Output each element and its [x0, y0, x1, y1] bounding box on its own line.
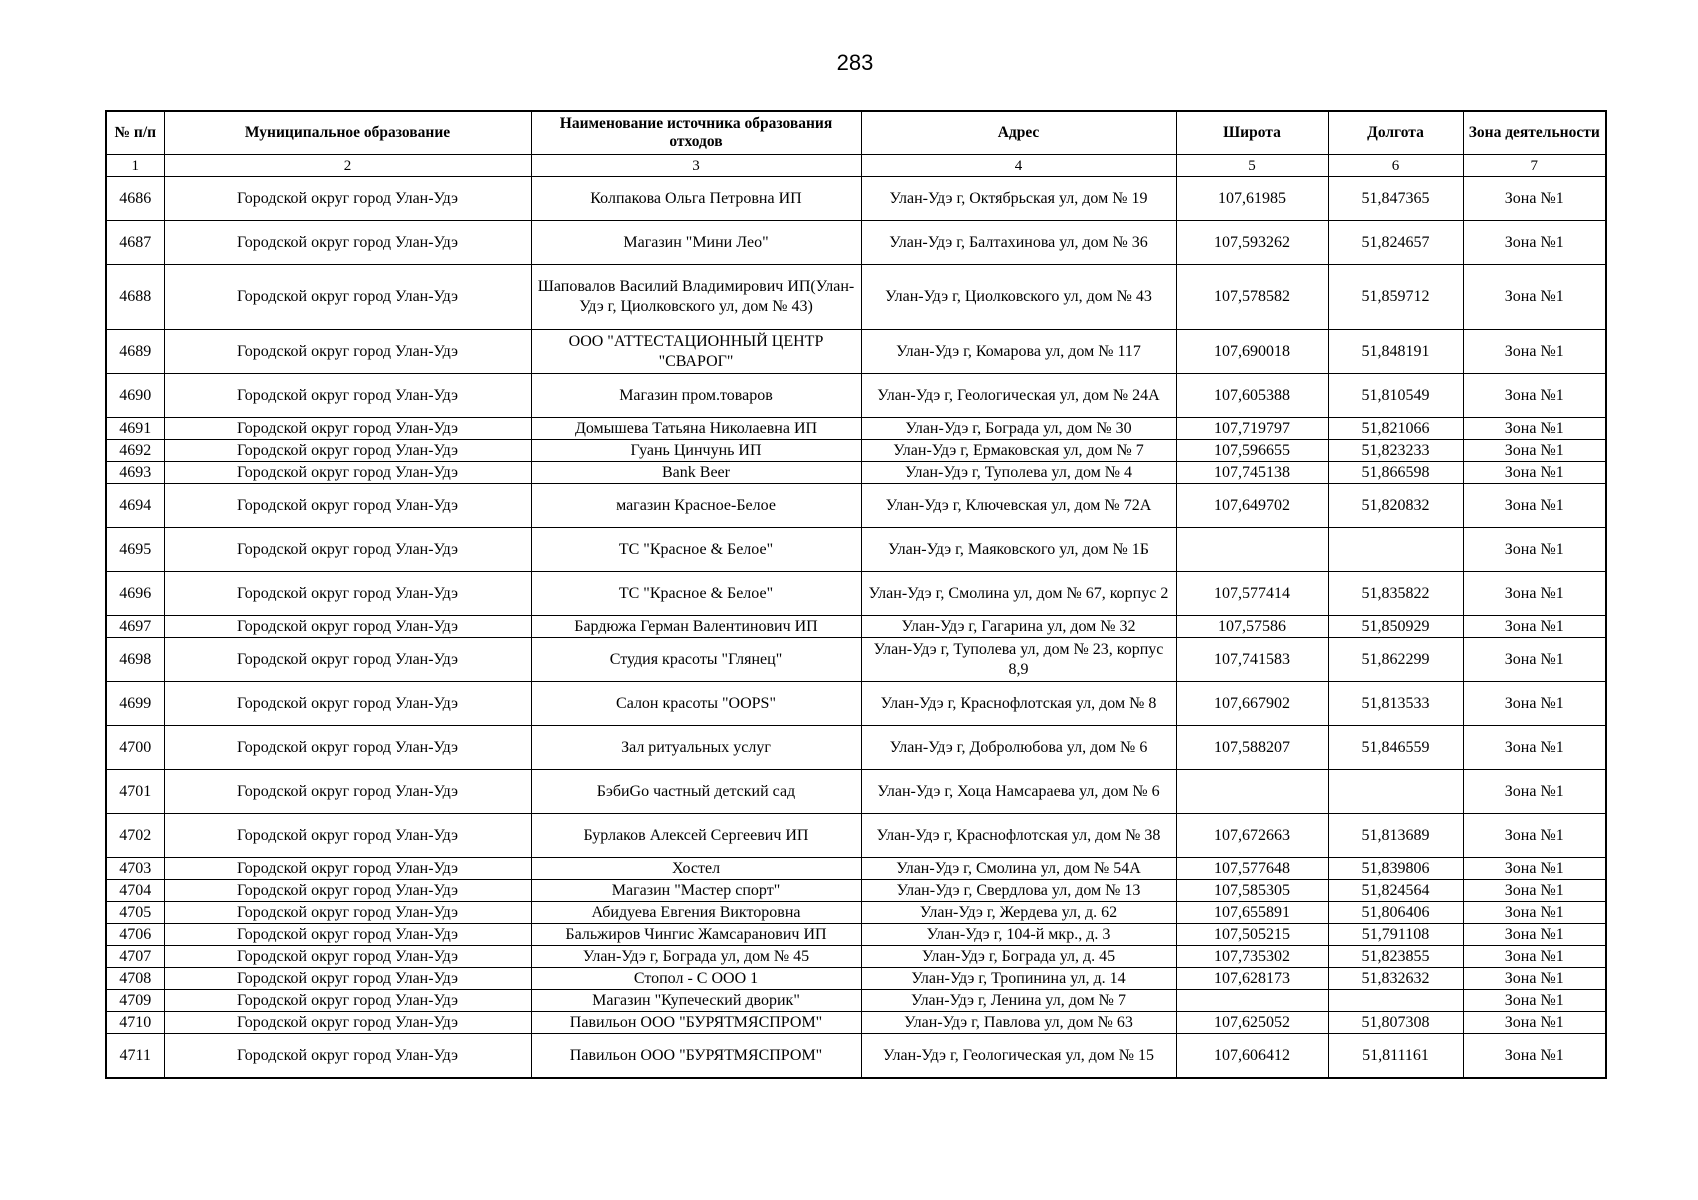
zone-cell: Зона №1: [1463, 770, 1606, 814]
address-cell: Улан-Удэ г, Ключевская ул, дом № 72А: [861, 484, 1176, 528]
latitude-cell: 107,628173: [1176, 968, 1328, 990]
latitude-cell: 107,735302: [1176, 946, 1328, 968]
table-row: [106, 814, 1606, 858]
source-name-cell: магазин Красное-Белое: [531, 484, 861, 528]
latitude-cell: 107,57586: [1176, 616, 1328, 638]
table-row: [106, 1034, 1606, 1079]
latitude-cell: [1176, 528, 1328, 572]
table-row: [106, 770, 1606, 814]
row-number-cell: 4702: [106, 814, 164, 858]
table-row: [106, 924, 1606, 946]
address-cell: Улан-Удэ г, Маяковского ул, дом № 1Б: [861, 528, 1176, 572]
zone-cell: Зона №1: [1463, 638, 1606, 682]
zone-cell: Зона №1: [1463, 572, 1606, 616]
column-number-cell: 3: [531, 155, 861, 177]
row-number-cell: 4701: [106, 770, 164, 814]
municipality-cell: Городской округ город Улан-Удэ: [164, 572, 531, 616]
municipality-cell: Городской округ город Улан-Удэ: [164, 814, 531, 858]
latitude-cell: 107,667902: [1176, 682, 1328, 726]
address-cell: Улан-Удэ г, 104-й мкр., д. 3: [861, 924, 1176, 946]
municipality-cell: Городской округ город Улан-Удэ: [164, 265, 531, 330]
longitude-cell: 51,807308: [1328, 1012, 1463, 1034]
longitude-cell: 51,848191: [1328, 330, 1463, 374]
latitude-cell: 107,741583: [1176, 638, 1328, 682]
row-number-cell: 4711: [106, 1034, 164, 1079]
address-cell: Улан-Удэ г, Смолина ул, дом № 67, корпус 2: [861, 572, 1176, 616]
address-cell: Улан-Удэ г, Комарова ул, дом № 117: [861, 330, 1176, 374]
row-number-cell: 4698: [106, 638, 164, 682]
row-number-cell: 4689: [106, 330, 164, 374]
table-row: [106, 946, 1606, 968]
table-body: [106, 177, 1606, 1079]
latitude-cell: 107,578582: [1176, 265, 1328, 330]
source-name-cell: Зал ритуальных услуг: [531, 726, 861, 770]
source-name-cell: Гуань Цинчунь ИП: [531, 440, 861, 462]
row-number-cell: 4692: [106, 440, 164, 462]
header-row: [106, 111, 1606, 155]
municipality-cell: Городской округ город Улан-Удэ: [164, 440, 531, 462]
source-name-cell: Магазин "Купеческий дворик": [531, 990, 861, 1012]
municipality-cell: Городской округ город Улан-Удэ: [164, 946, 531, 968]
source-name-cell: Шаповалов Василий Владимирович ИП(Улан-Удэ г, Циолковского ул, дом № 43): [531, 265, 861, 330]
row-number-cell: 4706: [106, 924, 164, 946]
row-number-cell: 4694: [106, 484, 164, 528]
municipality-cell: Городской округ город Улан-Удэ: [164, 880, 531, 902]
row-number-cell: 4693: [106, 462, 164, 484]
table-row: [106, 682, 1606, 726]
longitude-cell: 51,821066: [1328, 418, 1463, 440]
address-cell: Улан-Удэ г, Туполева ул, дом № 23, корпус 8,9: [861, 638, 1176, 682]
municipality-cell: Городской округ город Улан-Удэ: [164, 1034, 531, 1079]
column-number-row: [106, 155, 1606, 177]
longitude-cell: 51,839806: [1328, 858, 1463, 880]
source-name-cell: Bank Beer: [531, 462, 861, 484]
table-row: [106, 462, 1606, 484]
source-name-cell: Павильон ООО "БУРЯТМЯСПРОМ": [531, 1012, 861, 1034]
zone-cell: Зона №1: [1463, 726, 1606, 770]
address-cell: Улан-Удэ г, Бограда ул, дом № 30: [861, 418, 1176, 440]
address-cell: Улан-Удэ г, Геологическая ул, дом № 15: [861, 1034, 1176, 1079]
address-cell: Улан-Удэ г, Ермаковская ул, дом № 7: [861, 440, 1176, 462]
table-row: [106, 990, 1606, 1012]
zone-cell: Зона №1: [1463, 221, 1606, 265]
municipality-cell: Городской округ город Улан-Удэ: [164, 330, 531, 374]
table-row: [106, 880, 1606, 902]
address-cell: Улан-Удэ г, Павлова ул, дом № 63: [861, 1012, 1176, 1034]
source-name-cell: Бальжиров Чингис Жамсаранович ИП: [531, 924, 861, 946]
longitude-cell: 51,820832: [1328, 484, 1463, 528]
latitude-cell: 107,605388: [1176, 374, 1328, 418]
longitude-cell: 51,806406: [1328, 902, 1463, 924]
zone-cell: Зона №1: [1463, 177, 1606, 221]
row-number-cell: 4705: [106, 902, 164, 924]
zone-cell: Зона №1: [1463, 880, 1606, 902]
waste-sources-table: [105, 110, 1607, 1079]
municipality-cell: Городской округ город Улан-Удэ: [164, 726, 531, 770]
latitude-cell: 107,577414: [1176, 572, 1328, 616]
address-cell: Улан-Удэ г, Гагарина ул, дом № 32: [861, 616, 1176, 638]
source-name-cell: Домышева Татьяна Николаевна ИП: [531, 418, 861, 440]
row-number-cell: 4688: [106, 265, 164, 330]
row-number-cell: 4709: [106, 990, 164, 1012]
longitude-cell: 51,859712: [1328, 265, 1463, 330]
page-number: 283: [836, 50, 874, 75]
source-name-cell: Улан-Удэ г, Бограда ул, дом № 45: [531, 946, 861, 968]
table-row: [106, 858, 1606, 880]
latitude-cell: 107,625052: [1176, 1012, 1328, 1034]
row-number-cell: 4707: [106, 946, 164, 968]
row-number-cell: 4696: [106, 572, 164, 616]
table-row: [106, 572, 1606, 616]
longitude-cell: [1328, 990, 1463, 1012]
row-number-cell: 4710: [106, 1012, 164, 1034]
row-number-cell: 4704: [106, 880, 164, 902]
address-cell: Улан-Удэ г, Октябрьская ул, дом № 19: [861, 177, 1176, 221]
column-number-cell: 6: [1328, 155, 1463, 177]
municipality-cell: Городской округ город Улан-Удэ: [164, 374, 531, 418]
municipality-cell: Городской округ город Улан-Удэ: [164, 418, 531, 440]
municipality-cell: Городской округ город Улан-Удэ: [164, 902, 531, 924]
row-number-cell: 4708: [106, 968, 164, 990]
longitude-cell: 51,850929: [1328, 616, 1463, 638]
latitude-cell: [1176, 990, 1328, 1012]
address-cell: Улан-Удэ г, Хоца Намсараева ул, дом № 6: [861, 770, 1176, 814]
source-name-cell: Абидуева Евгения Викторовна: [531, 902, 861, 924]
source-name-cell: ТС "Красное & Белое": [531, 572, 861, 616]
row-number-cell: 4703: [106, 858, 164, 880]
longitude-cell: 51,823855: [1328, 946, 1463, 968]
table-row: [106, 330, 1606, 374]
zone-cell: Зона №1: [1463, 968, 1606, 990]
table-row: [106, 726, 1606, 770]
latitude-cell: 107,505215: [1176, 924, 1328, 946]
source-name-cell: Бурлаков Алексей Сергеевич ИП: [531, 814, 861, 858]
longitude-cell: 51,791108: [1328, 924, 1463, 946]
source-name-cell: ООО "АТТЕСТАЦИОННЫЙ ЦЕНТР "СВАРОГ": [531, 330, 861, 374]
row-number-cell: 4695: [106, 528, 164, 572]
zone-cell: Зона №1: [1463, 814, 1606, 858]
source-name-cell: БэбиGo частный детский сад: [531, 770, 861, 814]
source-name-cell: Хостел: [531, 858, 861, 880]
latitude-cell: 107,577648: [1176, 858, 1328, 880]
header-cell: № п/п: [106, 111, 164, 155]
address-cell: Улан-Удэ г, Свердлова ул, дом № 13: [861, 880, 1176, 902]
municipality-cell: Городской округ город Улан-Удэ: [164, 638, 531, 682]
address-cell: Улан-Удэ г, Смолина ул, дом № 54А: [861, 858, 1176, 880]
source-name-cell: Стопол - С ООО 1: [531, 968, 861, 990]
header-cell: Наименование источника образования отходов: [531, 111, 861, 155]
longitude-cell: 51,823233: [1328, 440, 1463, 462]
municipality-cell: Городской округ город Улан-Удэ: [164, 682, 531, 726]
header-cell: Зона деятельности: [1463, 111, 1606, 155]
header-cell: Муниципальное образование: [164, 111, 531, 155]
table-row: [106, 374, 1606, 418]
address-cell: Улан-Удэ г, Жердева ул, д. 62: [861, 902, 1176, 924]
latitude-cell: 107,588207: [1176, 726, 1328, 770]
latitude-cell: 107,672663: [1176, 814, 1328, 858]
latitude-cell: 107,745138: [1176, 462, 1328, 484]
row-number-cell: 4690: [106, 374, 164, 418]
column-number-cell: 1: [106, 155, 164, 177]
latitude-cell: 107,606412: [1176, 1034, 1328, 1079]
latitude-cell: 107,649702: [1176, 484, 1328, 528]
municipality-cell: Городской округ город Улан-Удэ: [164, 968, 531, 990]
table-row: [106, 440, 1606, 462]
address-cell: Улан-Удэ г, Туполева ул, дом № 4: [861, 462, 1176, 484]
table-row: [106, 616, 1606, 638]
zone-cell: Зона №1: [1463, 902, 1606, 924]
zone-cell: Зона №1: [1463, 1012, 1606, 1034]
latitude-cell: 107,719797: [1176, 418, 1328, 440]
municipality-cell: Городской округ город Улан-Удэ: [164, 770, 531, 814]
table-row: [106, 528, 1606, 572]
address-cell: Улан-Удэ г, Циолковского ул, дом № 43: [861, 265, 1176, 330]
zone-cell: Зона №1: [1463, 440, 1606, 462]
source-name-cell: Бардюжа Герман Валентинович ИП: [531, 616, 861, 638]
source-name-cell: Колпакова Ольга Петровна ИП: [531, 177, 861, 221]
header-cell: Долгота: [1328, 111, 1463, 155]
address-cell: Улан-Удэ г, Краснофлотская ул, дом № 8: [861, 682, 1176, 726]
address-cell: Улан-Удэ г, Тропинина ул, д. 14: [861, 968, 1176, 990]
zone-cell: Зона №1: [1463, 265, 1606, 330]
column-number-cell: 5: [1176, 155, 1328, 177]
source-name-cell: Салон красоты "OOPS": [531, 682, 861, 726]
latitude-cell: 107,61985: [1176, 177, 1328, 221]
longitude-cell: 51,862299: [1328, 638, 1463, 682]
latitude-cell: 107,593262: [1176, 221, 1328, 265]
latitude-cell: 107,585305: [1176, 880, 1328, 902]
column-number-cell: 4: [861, 155, 1176, 177]
table-row: [106, 1012, 1606, 1034]
municipality-cell: Городской округ город Улан-Удэ: [164, 924, 531, 946]
latitude-cell: 107,655891: [1176, 902, 1328, 924]
table-row: [106, 177, 1606, 221]
row-number-cell: 4699: [106, 682, 164, 726]
table-row: [106, 221, 1606, 265]
municipality-cell: Городской округ город Улан-Удэ: [164, 221, 531, 265]
zone-cell: Зона №1: [1463, 990, 1606, 1012]
longitude-cell: 51,832632: [1328, 968, 1463, 990]
zone-cell: Зона №1: [1463, 1034, 1606, 1079]
source-name-cell: Магазин "Мастер спорт": [531, 880, 861, 902]
column-number-cell: 7: [1463, 155, 1606, 177]
longitude-cell: 51,810549: [1328, 374, 1463, 418]
latitude-cell: [1176, 770, 1328, 814]
row-number-cell: 4697: [106, 616, 164, 638]
zone-cell: Зона №1: [1463, 484, 1606, 528]
zone-cell: Зона №1: [1463, 418, 1606, 440]
table-row: [106, 265, 1606, 330]
municipality-cell: Городской округ город Улан-Удэ: [164, 528, 531, 572]
longitude-cell: 51,824657: [1328, 221, 1463, 265]
zone-cell: Зона №1: [1463, 946, 1606, 968]
row-number-cell: 4686: [106, 177, 164, 221]
longitude-cell: 51,846559: [1328, 726, 1463, 770]
source-name-cell: Магазин пром.товаров: [531, 374, 861, 418]
zone-cell: Зона №1: [1463, 528, 1606, 572]
table-row: [106, 902, 1606, 924]
table-row: [106, 638, 1606, 682]
header-cell: Широта: [1176, 111, 1328, 155]
address-cell: Улан-Удэ г, Добролюбова ул, дом № 6: [861, 726, 1176, 770]
municipality-cell: Городской округ город Улан-Удэ: [164, 616, 531, 638]
latitude-cell: 107,690018: [1176, 330, 1328, 374]
municipality-cell: Городской округ город Улан-Удэ: [164, 462, 531, 484]
header-cell: Адрес: [861, 111, 1176, 155]
municipality-cell: Городской округ город Улан-Удэ: [164, 1012, 531, 1034]
source-name-cell: ТС "Красное & Белое": [531, 528, 861, 572]
municipality-cell: Городской округ город Улан-Удэ: [164, 858, 531, 880]
longitude-cell: 51,866598: [1328, 462, 1463, 484]
municipality-cell: Городской округ город Улан-Удэ: [164, 990, 531, 1012]
source-name-cell: Павильон ООО "БУРЯТМЯСПРОМ": [531, 1034, 861, 1079]
longitude-cell: 51,813533: [1328, 682, 1463, 726]
source-name-cell: Магазин "Мини Лео": [531, 221, 861, 265]
zone-cell: Зона №1: [1463, 462, 1606, 484]
zone-cell: Зона №1: [1463, 374, 1606, 418]
table-row: [106, 418, 1606, 440]
zone-cell: Зона №1: [1463, 682, 1606, 726]
zone-cell: Зона №1: [1463, 858, 1606, 880]
zone-cell: Зона №1: [1463, 330, 1606, 374]
source-name-cell: Студия красоты "Глянец": [531, 638, 861, 682]
address-cell: Улан-Удэ г, Геологическая ул, дом № 24А: [861, 374, 1176, 418]
address-cell: Улан-Удэ г, Краснофлотская ул, дом № 38: [861, 814, 1176, 858]
zone-cell: Зона №1: [1463, 924, 1606, 946]
row-number-cell: 4700: [106, 726, 164, 770]
latitude-cell: 107,596655: [1176, 440, 1328, 462]
address-cell: Улан-Удэ г, Балтахинова ул, дом № 36: [861, 221, 1176, 265]
table-row: [106, 968, 1606, 990]
longitude-cell: 51,847365: [1328, 177, 1463, 221]
address-cell: Улан-Удэ г, Бограда ул, д. 45: [861, 946, 1176, 968]
longitude-cell: 51,824564: [1328, 880, 1463, 902]
longitude-cell: [1328, 528, 1463, 572]
row-number-cell: 4691: [106, 418, 164, 440]
row-number-cell: 4687: [106, 221, 164, 265]
longitude-cell: 51,813689: [1328, 814, 1463, 858]
municipality-cell: Городской округ город Улан-Удэ: [164, 177, 531, 221]
longitude-cell: 51,835822: [1328, 572, 1463, 616]
zone-cell: Зона №1: [1463, 616, 1606, 638]
longitude-cell: 51,811161: [1328, 1034, 1463, 1079]
address-cell: Улан-Удэ г, Ленина ул, дом № 7: [861, 990, 1176, 1012]
column-number-cell: 2: [164, 155, 531, 177]
longitude-cell: [1328, 770, 1463, 814]
municipality-cell: Городской округ город Улан-Удэ: [164, 484, 531, 528]
table-row: [106, 484, 1606, 528]
